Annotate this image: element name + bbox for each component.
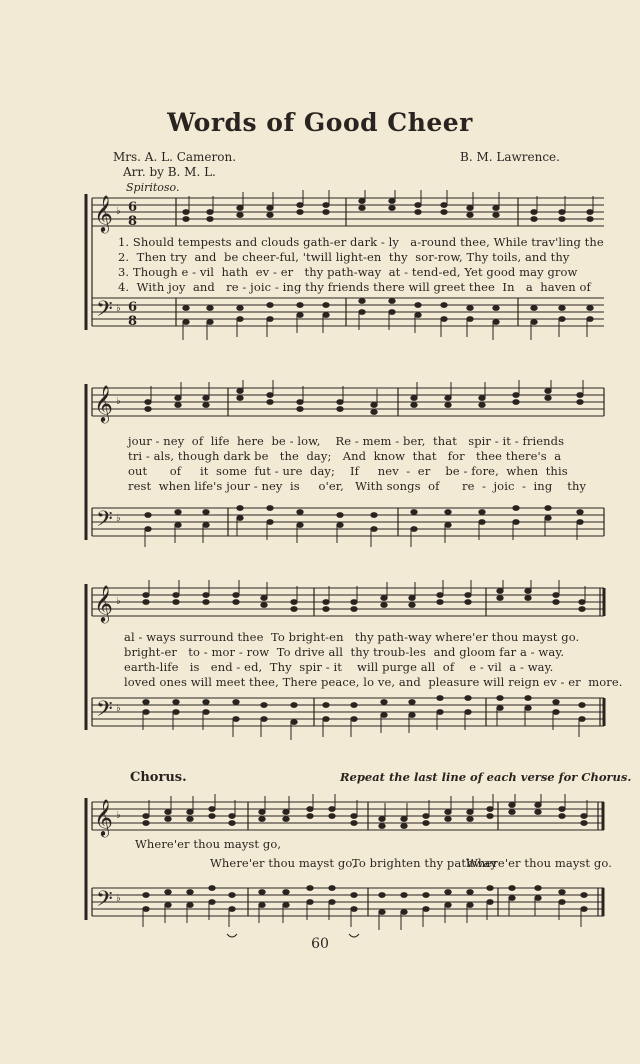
chorus-lyric-4: Where'er thou mayst go. xyxy=(466,856,612,870)
chorus-repeat-note: Repeat the last line of each verse for Chorus. xyxy=(340,770,632,784)
svg-text:𝄢: 𝄢 xyxy=(96,507,113,537)
verse-4-line-1: 4. With joy and re - joic - ing thy friends there will greet thee In a haven of xyxy=(118,280,591,294)
chorus-lyric-3: To brighten thy pathway xyxy=(352,856,498,870)
svg-text:♭: ♭ xyxy=(116,596,121,607)
verse-2-line-2: tri - als, though dark be the day; And know that for thee there's a xyxy=(128,449,562,463)
verse-1-line-3: al - ways surround thee To bright-en thy path-way where'er thou mayst go. xyxy=(124,630,580,644)
svg-text:6: 6 xyxy=(128,300,138,315)
svg-text:𝄢: 𝄢 xyxy=(96,297,113,327)
arranger-credit: Arr. by B. M. L. xyxy=(123,165,216,179)
treble-staff-1 xyxy=(92,198,604,226)
hymn-title: Words of Good Cheer xyxy=(167,108,473,137)
author-credit: Mrs. A. L. Cameron. xyxy=(113,150,237,164)
svg-text:♭: ♭ xyxy=(116,703,121,714)
verse-1-line-1: 1. Should tempests and clouds gath-er dark - ly a-round thee, While trav'ling the xyxy=(118,235,604,249)
verse-3-line-1: 3. Though e - vil hath ev - er thy path-way at - tend-ed, Yet good may grow xyxy=(118,265,578,279)
verse-4-line-3: loved ones will meet thee, There peace, lo ve, and pleasure will reign ev - er more. xyxy=(124,675,623,689)
chorus-lyric-1: Where'er thou mayst go, xyxy=(135,837,282,851)
svg-text:♭: ♭ xyxy=(116,893,121,904)
svg-text:𝄞: 𝄞 xyxy=(94,798,113,836)
verse-2-line-3: bright-er to - mor - row To drive all thy troub-les and gloom far a - way. xyxy=(124,645,565,659)
svg-text:𝄞: 𝄞 xyxy=(94,194,113,232)
svg-text:♭: ♭ xyxy=(116,810,121,821)
verse-3-line-2: out of it some fut - ure day; If nev - er be - fore, when this xyxy=(128,464,568,478)
svg-text:𝄢: 𝄢 xyxy=(96,887,113,917)
chorus-label: Chorus. xyxy=(130,770,187,785)
svg-text:♭: ♭ xyxy=(116,513,121,524)
verse-3-line-3: earth-life is end - ed, Thy spir - it will purge all of e - vil a - way. xyxy=(124,660,554,674)
svg-text:♭: ♭ xyxy=(116,396,121,407)
svg-text:8: 8 xyxy=(128,214,138,229)
bass-staff-1 xyxy=(92,298,604,326)
svg-text:𝄢: 𝄢 xyxy=(96,697,113,727)
svg-text:𝄞: 𝄞 xyxy=(94,584,113,622)
tempo-marking: Spiritoso. xyxy=(126,181,180,194)
svg-text:𝄞: 𝄞 xyxy=(94,384,113,422)
chorus-lyric-2: Where'er thou mayst go, xyxy=(210,856,357,870)
svg-text:8: 8 xyxy=(128,314,138,329)
svg-text:♭: ♭ xyxy=(116,206,121,217)
verse-2-line-1: 2. Then try and be cheer-ful, 'twill light-en thy sor-row, Thy toils, and thy xyxy=(118,250,570,264)
svg-text:6: 6 xyxy=(128,200,138,215)
page-number: 60 xyxy=(311,936,329,952)
verse-4-line-2: rest when life's jour - ney is o'er, With songs of re - joic - ing thy xyxy=(128,479,587,493)
composer-credit: B. M. Lawrence. xyxy=(460,150,560,164)
verse-1-line-2: jour - ney of life here be - low, Re - mem - ber, that spir - it - friends xyxy=(128,434,565,448)
svg-text:♭: ♭ xyxy=(116,303,121,314)
